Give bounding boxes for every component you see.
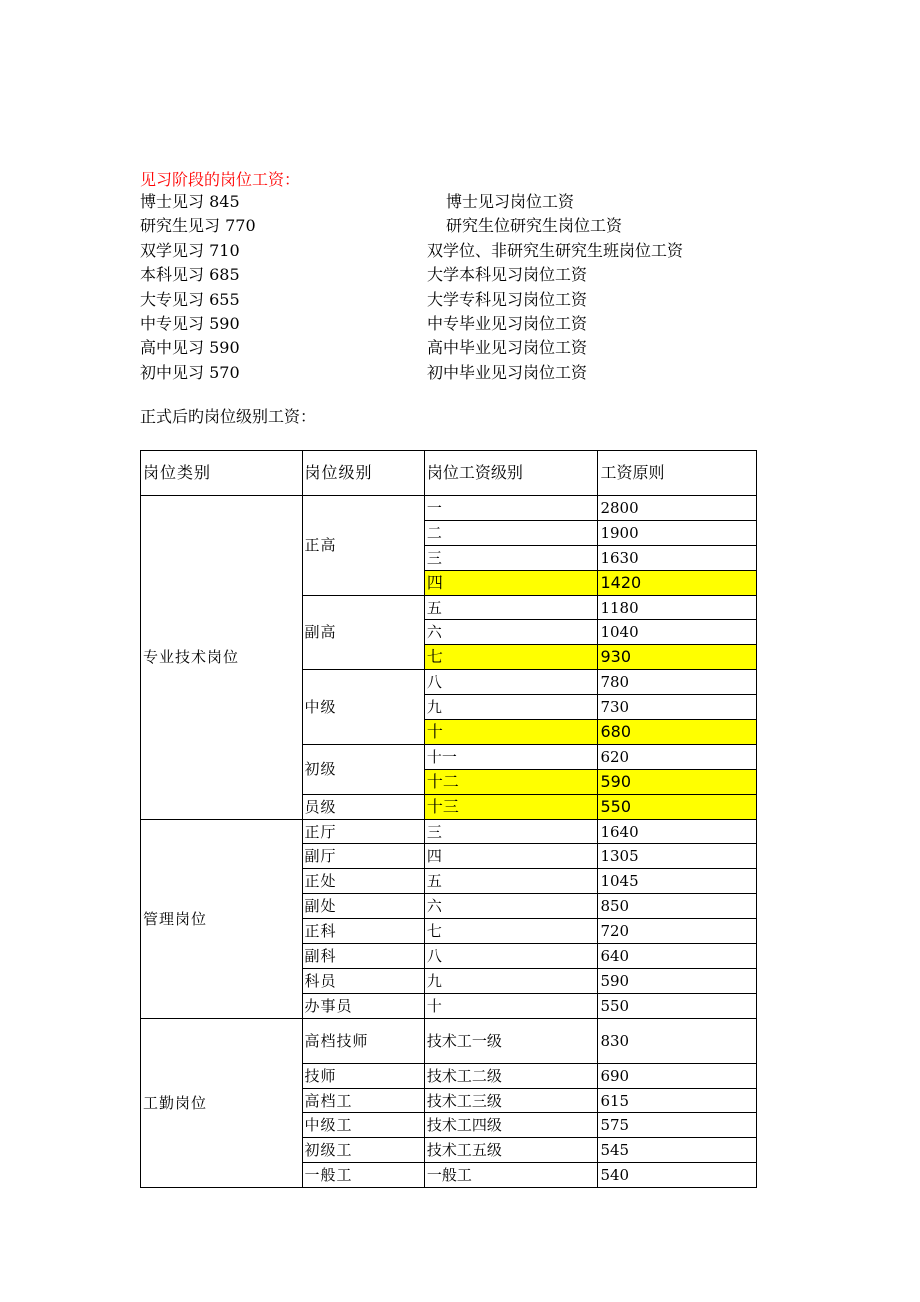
intern-name-salary: 双学见习 710 (140, 240, 240, 260)
intern-salary-list (140, 190, 780, 385)
level-cell: 科员 (302, 968, 424, 993)
level-cell: 副科 (302, 944, 424, 969)
intern-desc: 大学专科见习岗位工资 (427, 289, 588, 309)
level-cell: 副高 (302, 595, 424, 670)
salary-cell: 1640 (598, 819, 757, 844)
salary-cell-highlighted: 680 (598, 720, 757, 745)
table-row (141, 1018, 757, 1063)
header-cell: 工资原则 (598, 451, 757, 496)
salary-cell: 690 (598, 1063, 757, 1088)
salary-cell: 545 (598, 1138, 757, 1163)
level-cell: 中级 (302, 670, 424, 745)
grade-cell: 十一 (424, 744, 598, 769)
level-cell: 正厅 (302, 819, 424, 844)
level-cell: 初级工 (302, 1138, 424, 1163)
intern-row (140, 214, 780, 238)
salary-cell: 575 (598, 1113, 757, 1138)
level-cell: 高档工 (302, 1088, 424, 1113)
intern-section-title: 见习阶段的岗位工资： (140, 170, 301, 189)
header-cell: 岗位类别 (141, 451, 303, 496)
intern-desc: 博士见习岗位工资 (446, 192, 575, 211)
grade-cell: 技术工三级 (424, 1088, 598, 1113)
grade-cell: 六 (424, 620, 598, 645)
grade-cell: 三 (424, 819, 598, 844)
grade-cell: 九 (424, 968, 598, 993)
salary-grade-table (140, 450, 757, 1188)
level-cell: 高档技师 (302, 1018, 424, 1063)
intern-row (140, 288, 780, 312)
salary-cell: 720 (598, 919, 757, 944)
grade-cell: 五 (424, 869, 598, 894)
grade-cell-highlighted: 十二 (424, 769, 598, 794)
grade-cell: 五 (424, 595, 598, 620)
level-cell: 员级 (302, 794, 424, 819)
salary-cell: 1630 (598, 545, 757, 570)
salary-cell-highlighted: 550 (598, 794, 757, 819)
salary-cell: 620 (598, 744, 757, 769)
level-cell: 中级工 (302, 1113, 424, 1138)
grade-cell: 技术工四级 (424, 1113, 598, 1138)
level-cell: 初级 (302, 744, 424, 794)
salary-cell-highlighted: 1420 (598, 570, 757, 595)
level-cell: 办事员 (302, 993, 424, 1018)
grade-cell: 十 (424, 993, 598, 1018)
grade-cell: 七 (424, 919, 598, 944)
salary-cell-highlighted: 930 (598, 645, 757, 670)
grade-cell: 九 (424, 695, 598, 720)
level-cell: 副厅 (302, 844, 424, 869)
formal-section-title: 正式后旳岗位级别工资： (140, 407, 317, 426)
grade-cell: 八 (424, 944, 598, 969)
salary-cell: 550 (598, 993, 757, 1018)
level-cell: 技师 (302, 1063, 424, 1088)
intern-desc: 大学本科见习岗位工资 (427, 265, 588, 285)
intern-desc: 初中毕业见习岗位工资 (427, 362, 588, 382)
intern-row (140, 239, 780, 263)
grade-cell-highlighted: 四 (424, 570, 598, 595)
grade-cell: 技术工二级 (424, 1063, 598, 1088)
grade-cell: 一般工 (424, 1163, 598, 1188)
salary-cell: 615 (598, 1088, 757, 1113)
grade-cell-highlighted: 十三 (424, 794, 598, 819)
level-cell: 副处 (302, 894, 424, 919)
intern-name-salary: 研究生见习 770 (140, 216, 256, 236)
salary-cell: 830 (598, 1018, 757, 1063)
intern-desc: 双学位、非研究生研究生班岗位工资 (427, 240, 684, 260)
intern-name-salary: 高中见习 590 (140, 338, 240, 358)
intern-row (140, 336, 780, 360)
intern-row (140, 312, 780, 336)
header-cell: 岗位级别 (302, 451, 424, 496)
intern-name-salary: 中专见习 590 (140, 313, 240, 333)
salary-cell: 590 (598, 968, 757, 993)
grade-cell: 八 (424, 670, 598, 695)
intern-row (140, 361, 780, 385)
salary-cell: 850 (598, 894, 757, 919)
salary-cell: 1305 (598, 844, 757, 869)
grade-cell: 一 (424, 496, 598, 521)
level-cell: 正处 (302, 869, 424, 894)
salary-cell: 780 (598, 670, 757, 695)
grade-cell: 二 (424, 520, 598, 545)
salary-cell: 1045 (598, 869, 757, 894)
salary-cell: 1900 (598, 520, 757, 545)
intern-name-salary: 本科见习 685 (140, 265, 240, 285)
grade-cell: 技术工一级 (424, 1018, 598, 1063)
intern-desc: 中专毕业见习岗位工资 (427, 313, 588, 333)
salary-cell: 2800 (598, 496, 757, 521)
salary-cell: 540 (598, 1163, 757, 1188)
table-header-row (141, 451, 757, 496)
level-cell: 一般工 (302, 1163, 424, 1188)
intern-name-salary: 博士见习 845 (140, 192, 240, 211)
salary-cell: 730 (598, 695, 757, 720)
category-cell: 管理岗位 (141, 819, 303, 1018)
grade-cell: 技术工五级 (424, 1138, 598, 1163)
table-row (141, 819, 757, 844)
grade-cell: 三 (424, 545, 598, 570)
grade-cell-highlighted: 十 (424, 720, 598, 745)
intern-desc: 研究生位研究生岗位工资 (446, 216, 623, 236)
salary-cell-highlighted: 590 (598, 769, 757, 794)
salary-cell: 1180 (598, 595, 757, 620)
salary-cell: 640 (598, 944, 757, 969)
table-row (141, 496, 757, 521)
grade-cell: 六 (424, 894, 598, 919)
header-cell: 岗位工资级别 (424, 451, 598, 496)
intern-name-salary: 大专见习 655 (140, 289, 240, 309)
salary-cell: 1040 (598, 620, 757, 645)
grade-cell: 四 (424, 844, 598, 869)
level-cell: 正高 (302, 496, 424, 596)
intern-row (140, 263, 780, 287)
category-cell: 工勤岗位 (141, 1018, 303, 1187)
intern-row (140, 190, 780, 214)
category-cell: 专业技术岗位 (141, 496, 303, 820)
intern-desc: 高中毕业见习岗位工资 (427, 338, 588, 358)
level-cell: 正科 (302, 919, 424, 944)
intern-name-salary: 初中见习 570 (140, 362, 240, 382)
grade-cell-highlighted: 七 (424, 645, 598, 670)
